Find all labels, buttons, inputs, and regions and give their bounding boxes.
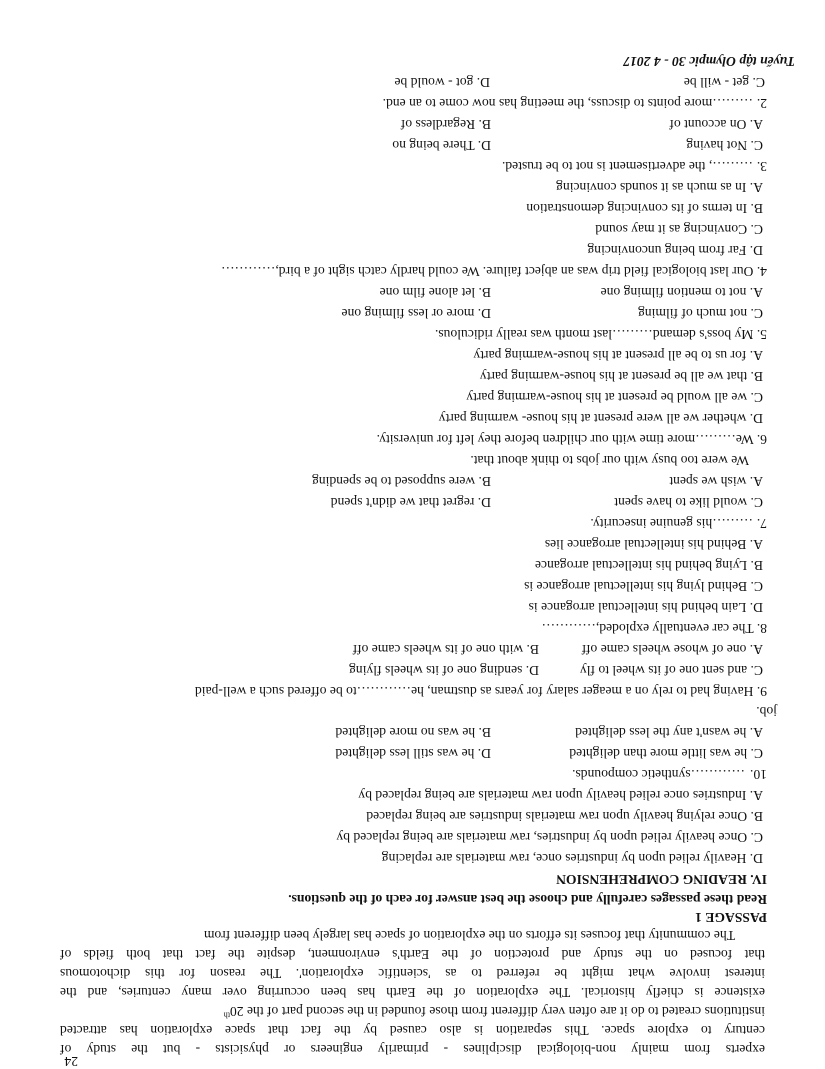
q2-option-a: A. On account of	[669, 117, 763, 132]
q2-stem: ………more points to discuss, the meeting has now come to an end.	[382, 96, 753, 111]
q5-option-d: D. whether we all were present at his house- warming party	[438, 411, 763, 426]
q5-stem: 5. My boss's demand………last month was really ridiculous.	[434, 327, 767, 342]
section-instruction: Read these passages carefully and choose the best answer for each of the questions.	[288, 892, 767, 907]
q3-option-c: C. Convincing as it may sound	[595, 222, 763, 237]
q10-option-c: C. Once heavily relied upon by industries, raw materials are being replaced by	[336, 830, 763, 845]
q6-stem: 6. We………more time with our children before they left for university.	[376, 432, 767, 447]
superscript-th: th	[223, 1010, 230, 1020]
passage-line: The community that focuses its efforts on the exploration of space has largely been different from	[203, 928, 735, 943]
q7-option-b: B. Lying behind his intellectual arrogance	[534, 558, 763, 573]
q4-option-d: D. more or less filming one	[341, 306, 491, 321]
q7-number: 7.	[756, 516, 767, 531]
q5-option-c: C. we all would be present at his house-warming party	[466, 390, 763, 405]
passage-line: existence is chiefly historical. The exploration of the Earth has been occurring over many centuries, and the	[60, 985, 765, 1000]
q2-option-d: D. There being no	[392, 138, 491, 153]
q10-stem: …………synthetic compounds.	[572, 767, 745, 782]
q3-option-a: A. In as much as it sounds convincing	[556, 180, 763, 195]
q1-option-c: C. get - will be	[683, 75, 765, 90]
q3-option-d: D. Far from being unconvincing	[587, 243, 763, 258]
q4-stem: 4. Our last biological field trip was an abject failure. We could hardly catch sight of a bird,…………	[220, 264, 767, 279]
q3-option-b: B. In terms of its convincing demonstration	[526, 201, 763, 216]
q9-stem-continued: job.	[756, 704, 777, 719]
document-header: Tuyển tập Olympic 30 - 4 2017	[623, 54, 795, 69]
q8-option-b: B. with one of its wheels came off	[352, 642, 539, 657]
q5-option-a: A. for us to be all present at his house-warming party	[473, 348, 763, 363]
passage-line-text: institutions created to do it are often very different from those founded in the second part of the 20	[229, 1004, 765, 1019]
passage-line: century to explore space. This separation is also caused by the fact that space exploration has attracted	[60, 1023, 765, 1038]
q8-option-c: C. and sent one of its wheel to fly	[579, 663, 763, 678]
q1-option-d: D. got - would be	[394, 75, 490, 90]
q7-option-d: D. Lain behind his intellectual arrogance is	[528, 600, 763, 615]
q5-option-b: B. that we all be present at his house-warming party	[479, 369, 763, 384]
q9-option-d: D. he was still less delighted	[335, 746, 491, 761]
q10-option-a: A. Industries once relied heavily upon raw materials are being replaced by	[358, 788, 763, 803]
q6-option-c: C. would like to have spent	[614, 495, 763, 510]
page-number: 24	[64, 1054, 78, 1069]
q4-option-a: A. not to mention filming one	[600, 285, 763, 300]
passage-line: that focused on the study and protection of the Earth's environment, despite the fact that both fields of	[60, 947, 765, 962]
q6-option-a: A. wish we spent	[669, 474, 763, 489]
q8-stem: 8. The car eventually exploded,…………	[541, 621, 767, 636]
q2-number: 2.	[756, 96, 767, 111]
q4-option-b: B. let alone film one	[379, 285, 491, 300]
passage-line: experts from mainly non-biological disciplines - primarily engineers or physicists - but the study of	[60, 1042, 765, 1057]
q7-stem: ………his genuine insecurity.	[590, 516, 753, 531]
q8-option-a: A. one of whose wheels came off	[581, 642, 763, 657]
q10-number: 10.	[750, 767, 767, 782]
q6-stem-continued: We were too busy with our jobs to think about that.	[470, 453, 749, 468]
q8-option-d: D. sending one of its wheels flying	[349, 663, 539, 678]
q7-option-c: C. Behind lying his intellectual arrogance is	[524, 579, 763, 594]
q9-option-c: C. he was little more than delighted	[569, 746, 763, 761]
q3-stem: ………, the advertisement is not to be trusted.	[501, 159, 753, 174]
passage-label: PASSAGE 1	[695, 910, 767, 925]
q3-number: 3.	[756, 159, 767, 174]
q9-option-b: B. he was no more delighted	[335, 725, 491, 740]
passage-line: interest involve what might be referred to as 'scientific exploration'. The reason for this dichotomous	[60, 966, 765, 981]
q4-option-c: C. not much of filming	[638, 306, 763, 321]
q6-option-b: B. were supposed to be spending	[312, 474, 491, 489]
q10-option-b: B. Once relying heavily upon raw materials industries are being replaced	[366, 809, 763, 824]
q9-option-a: A. he wasn't any the less delighted	[575, 725, 763, 740]
q2-option-c: C. Not having	[686, 138, 763, 153]
q9-stem: 9. Having had to rely on a meager salary for years as dustman, he…………to be offered such a well-paid	[194, 684, 767, 699]
q6-option-d: D. regret that we didn't spend	[330, 495, 491, 510]
section-title: IV. READING COMPREHENSION	[556, 872, 767, 887]
q10-option-d: D. Heavily relied upon by industries once, raw materials are replacing	[381, 851, 763, 866]
passage-line-with-superscript	[60, 1003, 765, 1019]
q2-option-b: B. Regardless of	[400, 117, 491, 132]
q7-option-a: A. Behind his intellectual arrogance lies	[544, 537, 763, 552]
